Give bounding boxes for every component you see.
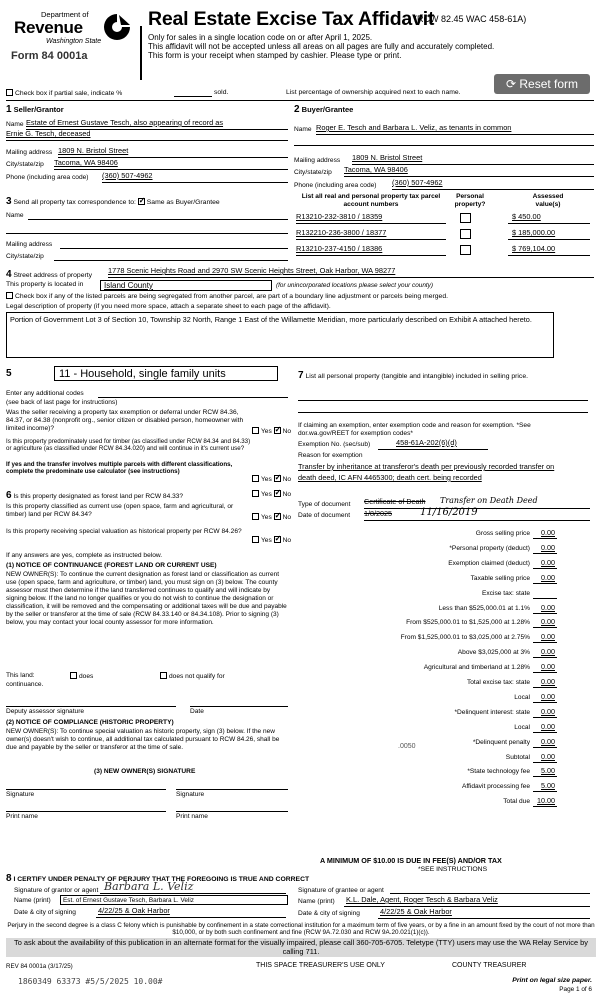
buyer-phone-label: Phone (including area code): [294, 182, 377, 189]
fee-row-value[interactable]: 0.00: [541, 632, 555, 641]
county-treasurer: COUNTY TREASURER: [452, 962, 527, 969]
doc-date-label: Date of document: [298, 512, 351, 519]
doc-date-handwritten: 11/16/2019: [420, 507, 478, 518]
partial-sale-suffix: sold.: [214, 89, 229, 96]
fee-row-label: Taxable selling price: [470, 575, 530, 582]
fee-row-line: [533, 568, 557, 569]
fee-row-label: *State technology fee: [467, 768, 530, 775]
fee-row-line: [533, 672, 557, 673]
fee-row-label: From $525,000.01 to $1,525,000 at 1.28%: [406, 619, 530, 626]
additional-codes-label: Enter any additional codes: [6, 390, 84, 397]
reset-form-label: Reset form: [519, 77, 579, 91]
section5-number: 5: [6, 368, 12, 379]
grantee-date-line: [378, 918, 590, 919]
deputy-signature-field[interactable]: [6, 706, 176, 707]
grantor-sig-line: [100, 893, 286, 894]
personal-property-checkbox-2[interactable]: [460, 229, 471, 239]
fee-row-line: [533, 791, 557, 792]
print-name-label-1: Print name: [6, 813, 38, 820]
certify-heading: 8 I CERTIFY UNDER PENALTY OF PERJURY THAT THE FOREGOING IS TRUE AND CORRECT: [6, 873, 310, 884]
parcel-number-1[interactable]: R13210-232-3810 / 18359: [296, 212, 383, 221]
fee-row-value[interactable]: 0.00: [541, 573, 555, 582]
timber-yes-no[interactable]: [252, 475, 291, 484]
yes-label: Yes: [261, 428, 272, 435]
assessed-value-3[interactable]: $ 769,104.00: [512, 244, 556, 253]
legal-paper-note: Print on legal size paper.: [512, 977, 592, 984]
fee-row-label: Local: [514, 724, 530, 731]
print-name-label-2: Print name: [176, 813, 208, 820]
legal-description-field[interactable]: [6, 312, 554, 358]
continuance-text: NEW OWNER(S): To continue the current designation as forest land or classification as current use (open space, farm and agriculture, or timber) land, you must sign on (3) below. The county assessor must then determine if the land transferred continues to qualify and will indicate by signing below. If the land no longer qualifies or you do not wish to continue the designation or classification, it will be removed and the compensating or additional taxes will be due and payable by the seller or transferor at the time of sale (RCW 84.33.140 or 84.34.108). Prior to signing (3) below, you may contact your local county assessor for more information.: [6, 571, 287, 626]
assessed-line-2: [508, 239, 590, 240]
fee-row-label: Agricultural and timberland at 1.28%: [423, 664, 530, 671]
exemption-no-line: [378, 449, 488, 450]
county-value: Island County: [104, 281, 153, 290]
alt-format-notice: To ask about the availability of this publication in an alternate format for the visually impaired, please call 360-705-6705. Teletype (TTY) users may use the WA Relay Service by calling 711.: [6, 938, 596, 957]
historic-yes-no[interactable]: [252, 536, 291, 545]
signature-label-2: Signature: [176, 791, 205, 798]
continuance-heading: (1) NOTICE OF CONTINUANCE (FOREST LAND OR CURRENT USE): [6, 562, 217, 569]
legal-description-label: Legal description of property (if you need more space, attach a separate sheet to each page of the affidavit).: [6, 303, 331, 310]
form-number: Form 84 0001a: [11, 50, 88, 62]
perjury-notice: Perjury in the second degree is a class C felony which is punishable by confinement in a state correctional institution for a maximum term of five years, or by a fine in an amount fixed by the court of not more than $10,000, or by both such confinement and fine (RCW 9A.72.030 and RCW 9A.20.021(1)(c)).: [7, 922, 595, 937]
legal-description: Portion of Government Lot 3 of Section 10, Township 32 North, Range 1 East of the Willamette Meridian, more particularly described on Exhibit A attached hereto.: [10, 315, 532, 324]
yes-label: Yes: [261, 491, 272, 498]
personal-property-header: Personal property?: [454, 193, 486, 208]
buyer-phone[interactable]: (360) 507-4962: [392, 178, 443, 187]
assessed-line-3: [508, 255, 590, 256]
form-title: Real Estate Excise Tax Affidavit: [148, 8, 435, 30]
dept-line1: Department of: [41, 10, 89, 19]
ownership-note: List percentage of ownership acquired next to each name.: [286, 89, 461, 96]
seller-name-label: Name: [6, 121, 24, 128]
reason-label: Reason for exemption: [298, 452, 363, 459]
see-instructions: *SEE INSTRUCTIONS: [418, 866, 488, 873]
grantor-name: Est. of Ernest Gustave Tesch, Barbara L. Veliz: [63, 897, 194, 904]
no-label: No: [282, 491, 292, 498]
reset-form-button[interactable]: [494, 74, 590, 94]
additional-codes-note: (see back of last page for instructions): [6, 399, 118, 406]
new-owner-print-1[interactable]: [6, 811, 166, 812]
fee-row-line: [533, 538, 557, 539]
parcel-header: List all real and personal property tax parcel account numbers: [301, 193, 441, 208]
historic-question: Is this property receiving special valuation as historical property per RCW 84.26?: [6, 528, 242, 535]
compliance-text: NEW OWNER(S): To continue special valuation as historic property, sign (3) below. If the new owner(s) doesn't wish to continue, all additional tax calculated pursuant to RCW 84.26, shall be due and payable by the seller or transferor at the time of sale.: [6, 728, 280, 751]
new-owner-print-2[interactable]: [176, 811, 288, 812]
form-revision: REV 84 0001a (3/17/25): [6, 963, 73, 970]
doc-type-label: Type of document: [298, 501, 351, 508]
fee-row-label: *Delinquent interest: state: [454, 709, 530, 716]
no-label: No: [282, 428, 292, 435]
fee-row-label: Excise tax: state: [481, 590, 530, 597]
if-yes-note: If any answers are yes, complete as instructed below.: [6, 552, 163, 559]
does-qualify-checkbox[interactable]: [70, 672, 93, 681]
fee-row-value[interactable]: 0.00: [541, 543, 555, 552]
same-as-buyer-label: Same as Buyer/Grantee: [146, 199, 220, 206]
fee-row-line: [533, 762, 557, 763]
fee-row-line: [533, 747, 557, 748]
fee-row-label: Exemption claimed (deduct): [448, 560, 530, 567]
seller-phone-label: Phone (including area code): [6, 174, 89, 181]
fee-row-value[interactable]: 0.00: [541, 647, 555, 656]
partial-sale-checkbox[interactable]: [6, 89, 122, 98]
assessed-line-1: [508, 223, 590, 224]
send-tax-to-label: 3 Send all property tax correspondence to: ✓ Same as Buyer/Grantee: [6, 196, 220, 208]
fee-row-value[interactable]: 0.00: [541, 662, 555, 671]
fee-row-line: [533, 627, 557, 628]
buyer-mailing-label: Mailing address: [294, 157, 341, 164]
this-land-label: This land:: [6, 672, 35, 679]
current-use-yes-no[interactable]: [252, 513, 291, 522]
no-label: No: [282, 476, 292, 483]
new-owner-signature-1[interactable]: [6, 789, 166, 790]
partial-sale-label: Check box if partial sale, indicate %: [15, 90, 123, 97]
current-use-question: Is this property classified as current use (open space, farm and agricultural, or timber) land per RCW 84.34?: [6, 503, 234, 518]
exemption-number[interactable]: 458-61A-202(6)(d): [396, 438, 457, 447]
fee-row-label: From $1,525,000.01 to $3,025,000 at 2.75%: [400, 634, 530, 641]
grantor-date-city[interactable]: 4/22/25 & Oak Harbor: [98, 906, 170, 915]
fee-row-line: [533, 598, 557, 599]
exemption-yes-no[interactable]: [252, 427, 291, 436]
doc-type-value[interactable]: [364, 498, 426, 507]
fee-row-value[interactable]: 0.00: [541, 528, 555, 537]
personal-property-checkbox-3[interactable]: [460, 245, 471, 255]
same-as-buyer-checkbox[interactable]: [138, 198, 145, 205]
seller-city-line: [54, 169, 288, 170]
grantor-date-label: Date & city of signing: [14, 909, 76, 916]
land-use-select[interactable]: [54, 366, 278, 381]
grantee-signature-label: Signature of grantee or agent: [298, 887, 384, 894]
assessed-value-1[interactable]: $ 450.00: [512, 212, 541, 221]
fee-row-line: [533, 702, 557, 703]
dor-emblem-icon: [102, 12, 132, 42]
grantee-date-city[interactable]: 4/22/25 & Oak Harbor: [380, 907, 452, 916]
sec3-mailing-label: Mailing address: [6, 241, 53, 248]
timber-question: Is this property predominately used for timber (as classified under RCW 84.34 and 84.33) or agriculture (as classified under RCW 84.34.020) and will continue in it's current use?: [6, 438, 251, 453]
deputy-date-label: Date: [190, 708, 204, 715]
grantor-name-field[interactable]: [60, 895, 288, 905]
exemption-question: Was the seller receiving a property tax exemption or deferral under RCW 84.36, 84.37, or 84.38 (nonprofit org., senior citizen or disabled person, homeowner with limited income)?: [6, 409, 244, 432]
fee-row-line: [533, 613, 557, 614]
doc-type-printed: Certificate of Death: [364, 497, 426, 506]
buyer-name[interactable]: Roger E. Tesch and Barbara L. Veliz, as tenants in common: [316, 123, 512, 132]
fee-row-line: [533, 583, 557, 584]
partial-sale-percent[interactable]: [174, 96, 212, 97]
street-address[interactable]: 1778 Scenic Heights Road and 2970 SW Scenic Heights Street, Oak Harbor, WA 98277: [108, 266, 396, 275]
deputy-date-field[interactable]: [190, 706, 288, 707]
grantee-date-label: Date & city of signing: [298, 910, 360, 917]
fee-row-line: [533, 732, 557, 733]
doc-date-value[interactable]: [364, 510, 392, 519]
fee-row-label: Less than $525,000.01 at 1.1%: [438, 605, 530, 612]
fee-row-label: Total due: [503, 798, 530, 805]
local-rate: .0050: [398, 743, 416, 750]
grantor-signature-label: Signature of grantor or agent: [14, 887, 99, 894]
dept-state: Washington State: [46, 38, 102, 45]
fee-row-value[interactable]: 0.00: [541, 722, 555, 731]
page-number: Page 1 of 6: [559, 986, 592, 993]
no-label: No: [282, 514, 292, 521]
fee-row-label: Local: [514, 694, 530, 701]
seller-city[interactable]: Tacoma, WA 98406: [54, 158, 118, 167]
seller-section: [6, 102, 288, 182]
sec3-name-label: Name: [6, 212, 24, 219]
grantor-name-label: Name (print): [14, 897, 51, 904]
parcel-line-1: [296, 223, 446, 224]
personal-property-label: 7 List all personal property (tangible and intangible) included in selling price.: [298, 370, 528, 381]
fee-row-value[interactable]: 0.00: [541, 707, 555, 716]
forest-land-question: 6 Is this property designated as forest land per RCW 84.33?: [6, 490, 184, 501]
grantor-signature[interactable]: Barbara L. Veliz: [104, 880, 194, 893]
located-note: (for unincorporated locations please select your county): [276, 282, 434, 289]
yes-label: Yes: [261, 476, 272, 483]
grantee-name[interactable]: K.L. Dale, Agent, Roger Tesch & Barbara Veliz: [346, 895, 498, 904]
yes-label: Yes: [261, 537, 272, 544]
fee-row-line: [533, 657, 557, 658]
seller-name-2[interactable]: Ernie G. Tesch, deceased: [6, 129, 91, 138]
street-address-label: 4 Street address of property: [6, 269, 93, 280]
reset-icon: ⟳: [505, 77, 517, 91]
located-in-label: This property is located in: [6, 281, 84, 288]
parcel-line-2: [296, 239, 446, 240]
exemption-reason[interactable]: Transfer by inheritance at transferor's death per previously recorded transfer on death deed, IC AFN 4465300; death cert. being recorded: [298, 462, 555, 482]
fee-row-value[interactable]: 0.00: [541, 603, 555, 612]
fee-row-line: [533, 553, 557, 554]
fee-row-value[interactable]: 0.00: [541, 558, 555, 567]
seller-name[interactable]: Estate of Ernest Gustave Tesch, also appearing of record as: [26, 118, 224, 127]
no-label: No: [282, 537, 292, 544]
seller-mailing-label: Mailing address: [6, 149, 53, 156]
fee-row-value[interactable]: 5.00: [541, 766, 555, 775]
assessed-value-2[interactable]: $ 185,000.00: [512, 228, 556, 237]
additional-codes-field[interactable]: [98, 397, 288, 398]
fee-row-value[interactable]: 0.00: [541, 737, 555, 746]
buyer-name-label: Name: [294, 126, 312, 133]
parcel-number-3[interactable]: R13210-237-4150 / 18386: [296, 244, 383, 253]
doc-date-printed: 1/8/2025: [364, 509, 392, 518]
compliance-heading: (2) NOTICE OF COMPLIANCE (HISTORIC PROPERTY): [6, 719, 174, 726]
seller-phone-line: [102, 182, 288, 183]
does-not-qualify-checkbox[interactable]: [160, 672, 225, 681]
buyer-name2-line: [294, 145, 594, 146]
dept-name: Revenue: [14, 18, 83, 37]
fee-row-label: Above $3,025,000 at 3%: [457, 649, 530, 656]
buyer-city-label: City/state/zip: [294, 169, 332, 176]
minimum-note: A MINIMUM OF $10.00 IS DUE IN FEE(S) AND/OR TAX: [320, 856, 502, 865]
segregated-checkbox[interactable]: [6, 292, 448, 301]
title-rule: [140, 26, 142, 80]
fee-row-line: [533, 776, 557, 777]
parcel-number-2[interactable]: R132210-236-3800 / 18377: [296, 228, 387, 237]
form-note-3: This form is your receipt when stamped by cashier. Please type or print.: [148, 51, 402, 60]
new-owner-signature-2[interactable]: [176, 789, 288, 790]
fee-row-line: [533, 642, 557, 643]
seller-name2-line: [6, 140, 288, 141]
signature-label-1: Signature: [6, 791, 35, 798]
fee-row-label: Affidavit processing fee: [461, 783, 530, 790]
sec3-city-field[interactable]: [54, 260, 288, 261]
personal-property-checkbox-1[interactable]: [460, 213, 471, 223]
buyer-name-line: [316, 134, 594, 135]
form-title-rcw: (RCW 82.45 WAC 458-61A): [414, 14, 527, 24]
buyer-heading: 2 Buyer/Grantee: [294, 104, 354, 115]
grantee-sig-line[interactable]: [390, 893, 590, 894]
yes-label: Yes: [261, 514, 272, 521]
buyer-mailing[interactable]: 1809 N. Bristol Street: [352, 153, 423, 162]
seller-mailing[interactable]: 1809 N. Bristol Street: [58, 146, 129, 155]
grantee-name-label: Name (print): [298, 898, 335, 905]
doc-type-handwritten: Transfer on Death Deed: [440, 496, 538, 505]
header-rule: [6, 100, 594, 101]
fee-row-line: [533, 806, 557, 807]
doc-date-line: [364, 520, 590, 521]
does-not-label: does not qualify for: [169, 673, 225, 680]
new-owner-signature-heading: (3) NEW OWNER(S) SIGNATURE: [94, 768, 196, 775]
land-use-value: 11 - Household, single family units: [59, 368, 226, 380]
sec3-city-label: City/state/zip: [6, 253, 44, 260]
fee-row-label: Subtotal: [505, 754, 530, 761]
treasurer-only: THIS SPACE TREASURER'S USE ONLY: [256, 962, 385, 969]
seller-city-label: City/state/zip: [6, 161, 44, 168]
dor-logo: [8, 8, 138, 66]
form-note-1: Only for sales in a single location code on or after April 1, 2025.: [148, 33, 373, 42]
treasurer-stamp: 1860349 63373 #5/5/2025 10.00#: [18, 977, 163, 986]
continuance-label: continuance.: [6, 681, 44, 688]
fee-row-value[interactable]: 5.00: [541, 781, 555, 790]
fee-row-value[interactable]: 0.00: [541, 692, 555, 701]
fee-row-label: *Delinquent penalty: [472, 739, 530, 746]
fee-row-value[interactable]: 10.00: [537, 796, 555, 805]
sec3-name2-field[interactable]: [6, 233, 288, 234]
seller-heading: 1 Seller/Grantor: [6, 104, 64, 115]
grantor-date-line: [96, 917, 286, 918]
exemption-no-label: Exemption No. (sec/sub): [298, 441, 371, 448]
fee-row-value[interactable]: 0.00: [541, 677, 555, 686]
deputy-signature-label: Deputy assessor signature: [6, 708, 85, 715]
personal-property-line-2[interactable]: [298, 412, 588, 413]
fee-row-value[interactable]: 0.00: [541, 752, 555, 761]
buyer-phone-line: [392, 189, 594, 190]
fee-row-value[interactable]: 0.00: [541, 617, 555, 626]
sec3-mailing-field[interactable]: [60, 248, 288, 249]
personal-property-line-1[interactable]: [298, 400, 588, 401]
parcel-line-3: [296, 255, 446, 256]
fee-row-label: Gross selling price: [475, 530, 530, 537]
fee-row-label: Total excise tax: state: [466, 679, 530, 686]
county-select[interactable]: [100, 280, 272, 291]
assessed-value-header: Assessed value(s): [532, 193, 564, 208]
street-address-line: [108, 277, 594, 278]
timber-question-note: If yes and the transfer involves multiple parcels with different classifications, complete the predominate use calculator (see instructions): [6, 461, 233, 476]
buyer-city-line: [344, 176, 594, 177]
fee-row-line: [533, 717, 557, 718]
buyer-city[interactable]: Tacoma, WA 98406: [344, 165, 408, 174]
segregated-label: Check box if any of the listed parcels are being segregated from another parcel, are part of a boundary line adjustment or parcels being merged.: [15, 293, 448, 300]
fee-row-label: *Personal property (deduct): [449, 545, 530, 552]
form-note-2: This affidavit will not be accepted unless all areas on all pages are fully and accurately completed.: [148, 42, 495, 51]
exemption-claim-label: If claiming an exemption, enter exemption code and reason for exemption. *See dor.wa.gov/REET for exemption codes*: [298, 422, 531, 437]
does-label: does: [79, 673, 94, 680]
fee-row-line: [533, 687, 557, 688]
buyer-section: [294, 102, 594, 192]
seller-phone[interactable]: (360) 507-4962: [102, 171, 153, 180]
sec3-name-field[interactable]: [28, 219, 288, 220]
forest-yes-no[interactable]: [252, 490, 291, 499]
